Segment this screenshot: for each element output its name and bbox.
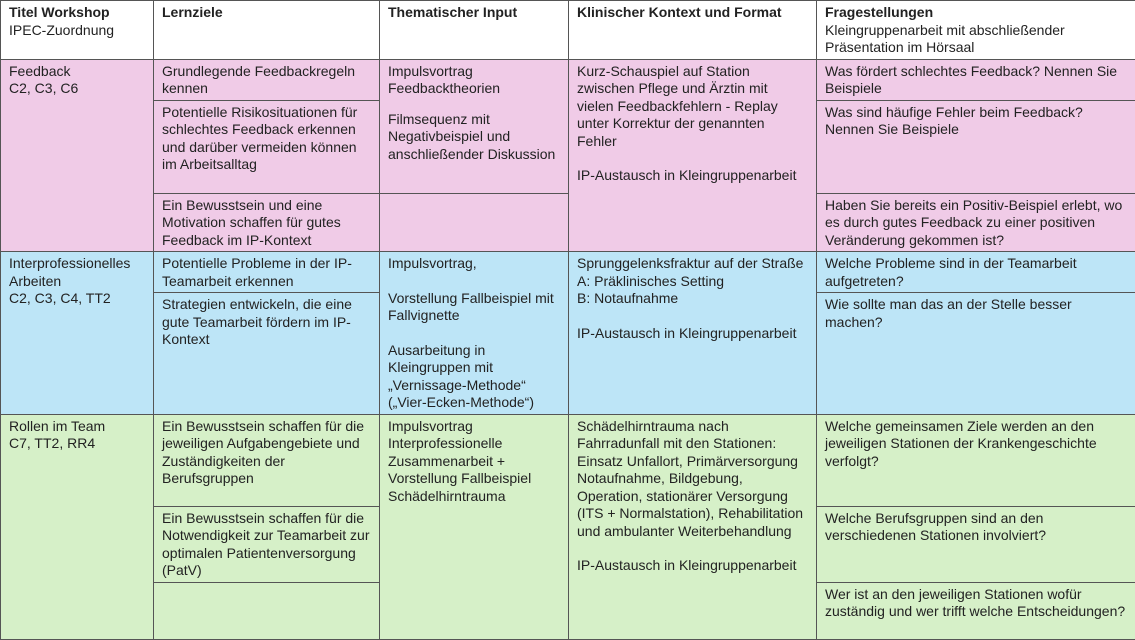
header-row [1, 1, 1135, 60]
input-text: Impulsvortrag Feedbacktheorien [388, 63, 560, 98]
input-text: Ausarbeitung in Kleingruppen mit „Vernissage-Methode“ („Vier-Ecken-Methode“) [388, 342, 560, 412]
col-title-context: Klinischer Kontext und Format [577, 4, 808, 22]
header-cell-title [1, 1, 154, 60]
col-title-goals: Lernziele [162, 4, 371, 22]
col-title-input: Thematischer Input [388, 4, 560, 22]
context-text: IP-Austausch in Kleingruppenarbeit [577, 557, 808, 575]
goal-cell: Ein Bewusstsein und eine Motivation schaffen für gutes Feedback im IP-Kontext [154, 193, 380, 252]
goal-cell: Potentielle Risikosituationen für schlechtes Feedback erkennen und darüber vermeiden können im Arbeitsalltag [154, 100, 380, 193]
context-text: A: Präklinisches Setting [577, 273, 808, 291]
table-row-rollen [1, 414, 1135, 506]
workshop-ipec: C7, TT2, RR4 [9, 435, 145, 453]
context-text: IP-Austausch in Kleingruppenarbeit [577, 167, 808, 185]
table-row-interprof [1, 252, 1135, 293]
input-text: Impulsvortrag, [388, 255, 560, 273]
question-cell: Wer ist an den jeweiligen Stationen wofür zuständig und wer trifft welche Entscheidungen? [817, 582, 1135, 639]
question-cell: Was sind häufige Fehler beim Feedback? Nennen Sie Beispiele [817, 100, 1135, 193]
workshop-title: Interprofessionelles Arbeiten [9, 255, 145, 290]
table-row [1, 193, 1135, 252]
col-title-questions: Fragestellungen [825, 4, 1127, 22]
context-text: Schädelhirntrauma nach Fahrradunfall mit den Stationen: Einsatz Unfallort, Primärversorgung Notaufnahme, Bildgebung, Operation, stationärer Versorgung (ITS + Normalstation), Rehabilitation und ambulanter Weiterbehandlung [577, 418, 808, 541]
goal-cell: Ein Bewusstsein schaffen für die jeweiligen Aufgabengebiete und Zuständigkeiten der Berufsgruppen [154, 414, 380, 506]
context-text: B: Notaufnahme [577, 290, 808, 308]
question-cell: Wie sollte man das an der Stelle besser machen? [817, 293, 1135, 414]
input-cell [380, 252, 569, 415]
context-cell [569, 59, 817, 252]
goal-cell: Strategien entwickeln, die eine gute Teamarbeit fördern im IP-Kontext [154, 293, 380, 414]
question-cell: Was fördert schlechtes Feedback? Nennen Sie Beispiele [817, 59, 1135, 100]
question-cell: Welche Probleme sind in der Teamarbeit aufgetreten? [817, 252, 1135, 293]
input-text: Vorstellung Fallbeispiel mit Fallvignette [388, 290, 560, 325]
table-row-feedback [1, 59, 1135, 100]
question-cell: Welche gemeinsamen Ziele werden an den jeweiligen Stationen der Krankengeschichte verfolgt? [817, 414, 1135, 506]
workshop-cell-feedback [1, 59, 154, 252]
workshop-title: Rollen im Team [9, 418, 145, 436]
input-cell [380, 59, 569, 193]
workshop-cell-rollen [1, 414, 154, 639]
goal-cell: Potentielle Probleme in der IP-Teamarbeit erkennen [154, 252, 380, 293]
context-text: Sprunggelenksfraktur auf der Straße [577, 255, 808, 273]
workshop-ipec: C2, C3, C6 [9, 80, 145, 98]
context-text: Kurz-Schauspiel auf Station zwischen Pflege und Ärztin mit vielen Feedbackfehlern - Replay unter Korrektur der genannten Fehler [577, 63, 808, 151]
col-sub-questions: Kleingruppenarbeit mit abschließender Präsentation im Hörsaal [825, 22, 1127, 57]
header-cell-input [380, 1, 569, 60]
workshop-cell-interprof [1, 252, 154, 415]
input-text: Filmsequenz mit Negativbeispiel und anschließender Diskussion [388, 111, 560, 164]
context-cell [569, 252, 817, 415]
question-cell: Welche Berufsgruppen sind an den verschiedenen Stationen involviert? [817, 506, 1135, 582]
input-cell: Impulsvortrag Interprofessionelle Zusammenarbeit + Vorstellung Fallbeispiel Schädelhirntrauma [380, 414, 569, 639]
col-title-workshop: Titel Workshop [9, 4, 145, 22]
workshop-title: Feedback [9, 63, 145, 81]
goal-cell: Ein Bewusstsein schaffen für die Notwendigkeit zur Teamarbeit zur optimalen Patientenversorgung (PatV) [154, 506, 380, 582]
col-sub-ipec: IPEC-Zuordnung [9, 22, 145, 40]
header-cell-goals [154, 1, 380, 60]
input-cell-empty [380, 193, 569, 252]
header-cell-questions [817, 1, 1135, 60]
workshop-ipec: C2, C3, C4, TT2 [9, 290, 145, 308]
goal-cell: Grundlegende Feedbackregeln kennen [154, 59, 380, 100]
header-cell-context [569, 1, 817, 60]
question-cell: Haben Sie bereits ein Positiv-Beispiel erlebt, wo es durch gutes Feedback zu einer positiven Veränderung gekommen ist? [817, 193, 1135, 252]
context-text: IP-Austausch in Kleingruppenarbeit [577, 325, 808, 343]
context-cell [569, 414, 817, 639]
goal-cell-empty [154, 582, 380, 639]
